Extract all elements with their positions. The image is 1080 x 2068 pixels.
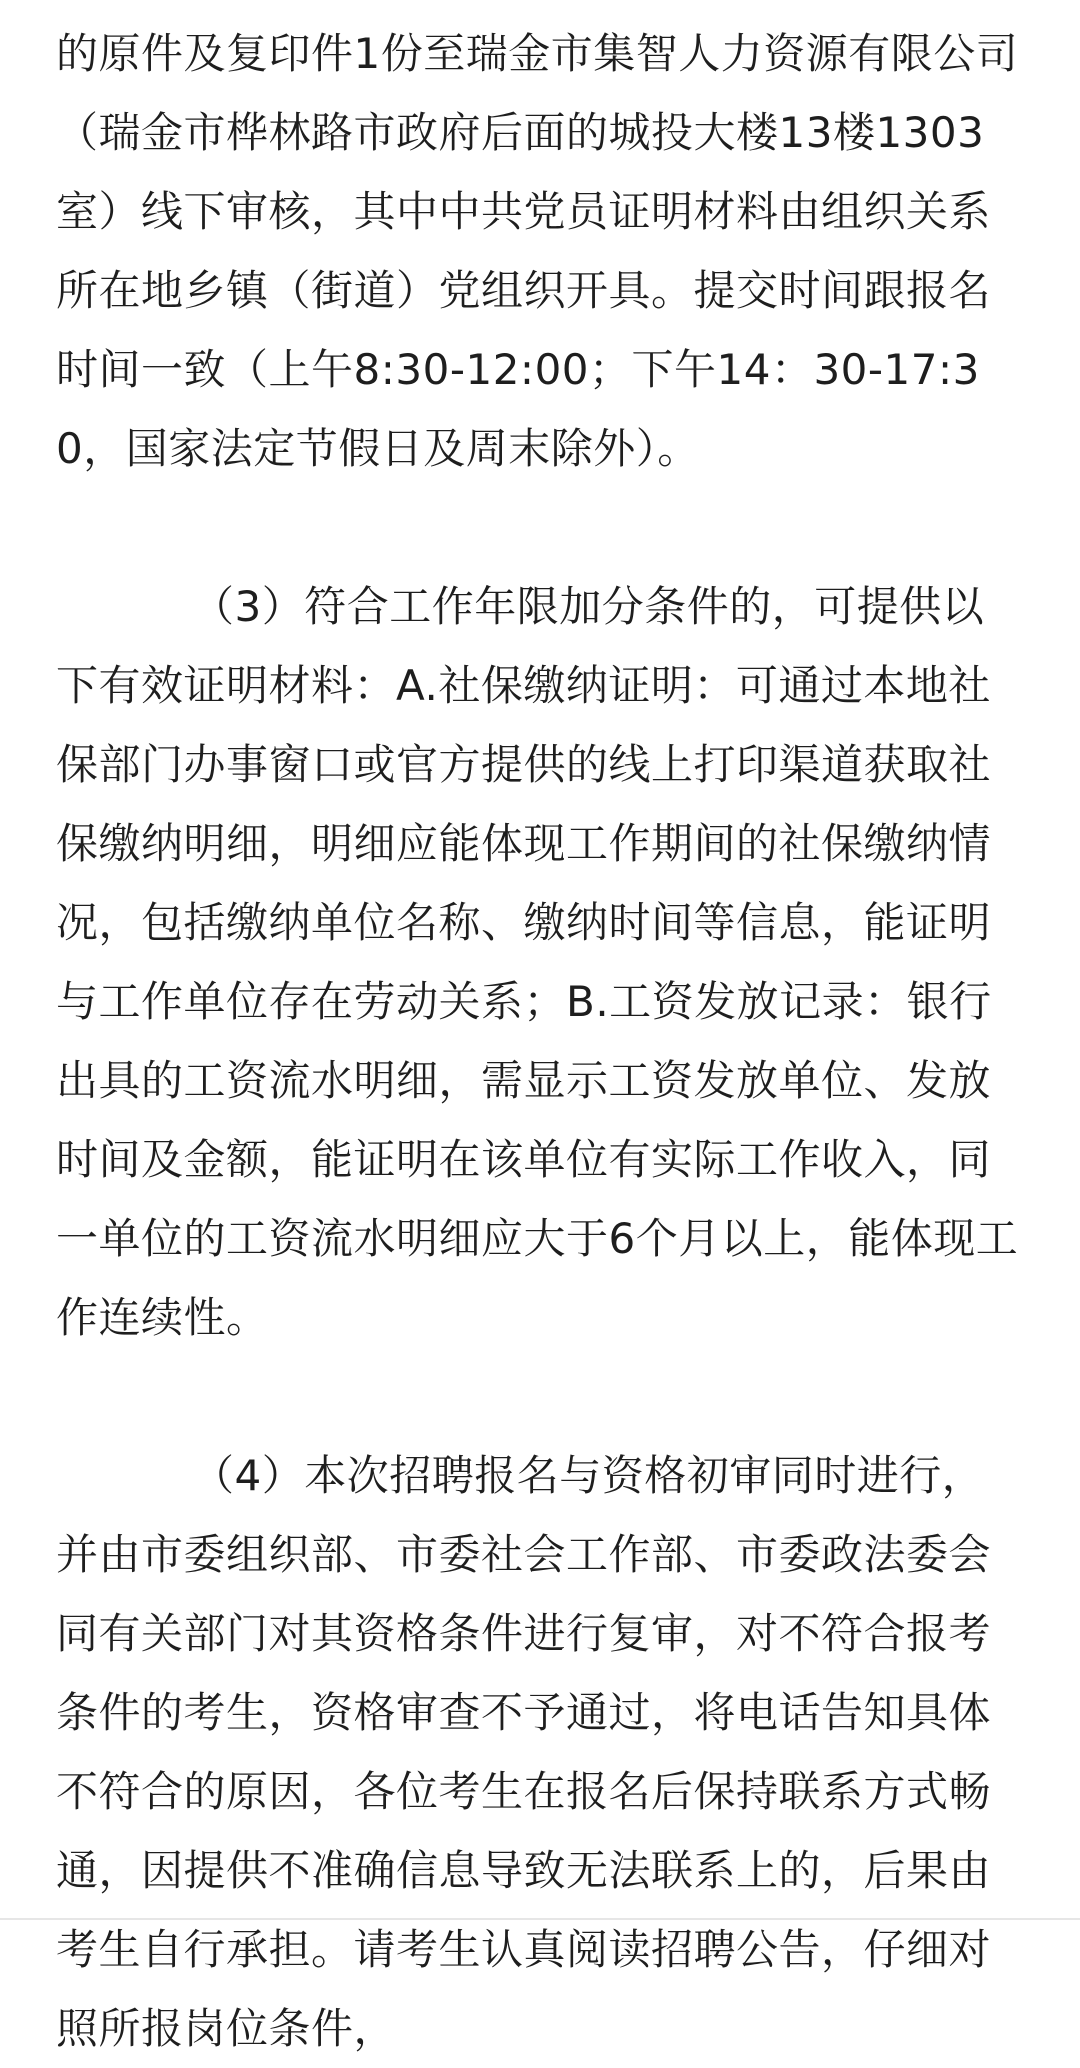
paragraph-spacer: [56, 488, 1026, 567]
paragraph-qualification-review: （4）本次招聘报名与资格初审同时进行，并由市委组织部、市委社会工作部、市委政法委会同有关部门对其资格条件进行复审，对不符合报考条件的考生，资格审查不予通过，将电话告知具体不符合的原因，各位考生在报名后保持联系方式畅通，因提供不准确信息导致无法联系上的，后果由考生自行承担。请考生认真阅读招聘公告，仔细对照所报岗位条件，: [56, 1451, 992, 2053]
paragraph-submission-details: 的原件及复印件1份至瑞金市集智人力资源有限公司（瑞金市桦林路市政府后面的城投大楼13楼1303室）线下审核，其中中共党员证明材料由组织关系所在地乡镇（街道）党组织开具。提交时间跟报名时间一致（上午8:30-12:00；下午14：30-17:30，国家法定节假日及周末除外）。: [56, 29, 1019, 473]
paragraph-spacer: [56, 1357, 1026, 1436]
article-body: [56, 14, 1026, 2068]
paragraph-work-years-proof: （3）符合工作年限加分条件的，可提供以下有效证明材料：A.社保缴纳证明：可通过本地社保部门办事窗口或官方提供的线上打印渠道获取社保缴纳明细，明细应能体现工作期间的社保缴纳情况，包括缴纳单位名称、缴纳时间等信息，能证明与工作单位存在劳动关系；B.工资发放记录：银行出具的工资流水明细，需显示工资发放单位、发放时间及金额，能证明在该单位有实际工作收入，同一单位的工资流水明细应大于6个月以上，能体现工作连续性。: [56, 582, 1019, 1342]
